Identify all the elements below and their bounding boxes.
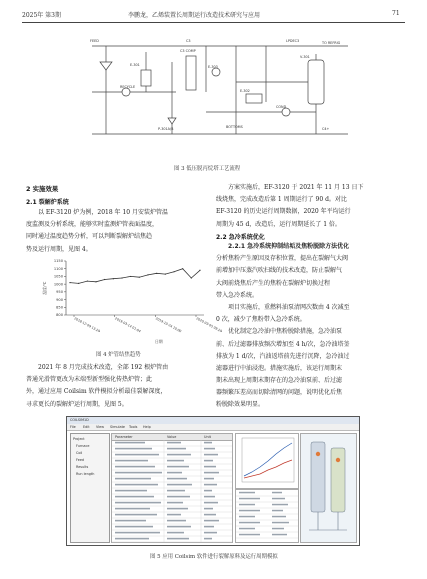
table-cell-text xyxy=(204,520,219,522)
table-cell-text xyxy=(167,520,186,522)
text-line: 普通光滑管更改为末端型新型强化传热炉管；此 xyxy=(26,376,153,384)
table-cell-text xyxy=(167,484,192,486)
data-point xyxy=(121,277,122,278)
flowsheet-label: COND xyxy=(276,105,287,109)
reactor-illustration xyxy=(301,434,356,542)
x-tick-label: 2019-10-24 10:00 xyxy=(154,316,183,334)
table-cell-text xyxy=(115,532,160,534)
figure3-flowsheet xyxy=(86,32,356,150)
retrofit-paragraph xyxy=(26,362,206,411)
menu-edit[interactable]: Edit xyxy=(83,425,90,429)
result-table-grid xyxy=(236,490,298,542)
text-line: 粉脱除效果明显。 xyxy=(216,401,265,409)
result-cell-text xyxy=(239,516,255,518)
menu-view[interactable]: View xyxy=(96,425,105,429)
tree-item[interactable]: Project xyxy=(73,437,85,441)
parameter-table xyxy=(111,433,233,543)
y-axis-label: 温度/℃ xyxy=(42,281,47,295)
table-cell-text xyxy=(167,514,181,516)
data-point xyxy=(78,283,79,284)
text-line: 以 EF-3120 炉为例，2018 年 10 月安装炉管温 xyxy=(38,209,169,216)
flowsheet-label: C3 xyxy=(186,39,191,43)
trend-line xyxy=(70,269,200,284)
table-cell-text xyxy=(115,538,149,540)
table-cell-text xyxy=(167,460,184,462)
table-cell-text xyxy=(115,496,154,498)
table-cell-text xyxy=(167,538,189,540)
text-line: 2021 年 8 月完成技术改造，全部 192 根炉管由 xyxy=(38,364,169,371)
text-line: 期未出现上周期末期存在的急冷油泵前、后过滤 xyxy=(216,377,343,385)
journal-issue: 2025年 第3期 xyxy=(22,12,61,19)
table-cell-text xyxy=(167,490,185,492)
table-cell-text xyxy=(115,484,158,486)
project-tree xyxy=(70,433,110,543)
result-cell-text xyxy=(272,516,286,518)
figure5-caption: 图 5 应用 Coilsim 软件进行裂解原料及运行周期模拟 xyxy=(150,554,278,560)
flowsheet-label: E-303 xyxy=(208,65,218,69)
table-cell-text xyxy=(167,532,184,534)
tree-item[interactable]: Feed xyxy=(76,458,85,462)
y-tick-label: 1000 xyxy=(53,282,63,287)
table-cell-text xyxy=(167,448,186,450)
tree-item[interactable]: Furnace xyxy=(76,444,90,448)
text-line: 项目实施后，重燃料油泵清网次数由 4 次减至 xyxy=(228,303,350,311)
y-tick-label: 1150 xyxy=(53,259,63,264)
flowsheet-label: BOTTOMS xyxy=(226,125,243,129)
table-cell-text xyxy=(204,442,212,444)
menu-simulate[interactable]: Simulate xyxy=(110,425,125,429)
tree-item[interactable]: Run length xyxy=(76,472,95,476)
result-cell-text xyxy=(239,504,255,506)
figure4-caption: 图 4 炉管结焦趋势 xyxy=(96,352,141,358)
text-line: 寻求更长的裂解炉运行周期，见图 5。 xyxy=(26,400,128,408)
table-cell-text xyxy=(204,484,217,486)
text-line: 线烧焦，完成改造后第 1 周期运行了 90 d。对比 xyxy=(216,196,347,204)
table-cell-text xyxy=(115,508,150,510)
data-point xyxy=(95,281,96,282)
text-line: 分析焦粉产生原因及存积位置，提出在裂解气大阀 xyxy=(216,255,349,263)
table-cell-text xyxy=(204,526,214,528)
data-point xyxy=(87,280,88,281)
table-cell-text xyxy=(115,454,159,456)
table-cell-text xyxy=(115,514,157,516)
header-rule xyxy=(22,22,405,23)
x-tick-label: 2018-12-09 13:29 xyxy=(73,316,101,334)
result-cell-text xyxy=(272,522,289,524)
table-cell-text xyxy=(204,454,218,456)
flowsheet-label: FEED xyxy=(90,39,99,43)
result-cell-text xyxy=(272,492,282,494)
data-point xyxy=(147,274,148,275)
text-line: 度监测及分析系统，能够实时监测炉管表面温度， xyxy=(26,221,159,229)
flowsheet-label: V-301 xyxy=(300,55,310,59)
y-tick-label: 900 xyxy=(56,297,63,302)
flowsheet-label: C4+ xyxy=(322,127,330,131)
text-line: EF-3120 的历史运行周期数据，2020 年平均运行 xyxy=(216,208,351,216)
table-cell-text xyxy=(204,478,214,480)
text-line: 带入急冷系统。 xyxy=(216,291,259,299)
results-paragraph xyxy=(216,182,402,231)
data-point xyxy=(113,278,114,279)
table-cell-text xyxy=(204,466,216,468)
app-menubar xyxy=(67,424,359,431)
figure3-caption: 图 3 低压脱丙烷塔工艺流程 xyxy=(174,166,241,172)
table-cell-text xyxy=(115,472,162,474)
text-line: 前、后过滤器排放频次增加至 4 h/次，急冷油塔釜 xyxy=(216,340,350,348)
text-line: 同时通过温度趋势分析，可以判断裂解炉结焦趋 xyxy=(26,233,153,241)
table-cell-text xyxy=(167,478,187,480)
y-tick-label: 1050 xyxy=(53,274,63,279)
text-line: 外，通过应用 Coilsim 软件模拟分析最佳裂解深度， xyxy=(26,388,167,396)
flowsheet-label: RECYCLE xyxy=(120,85,136,89)
result-cell-text xyxy=(239,498,260,500)
tree-item[interactable]: Coil xyxy=(76,451,83,455)
result-cell-text xyxy=(239,534,260,536)
figure4-chart xyxy=(40,255,223,345)
y-tick-label: 1100 xyxy=(53,266,63,271)
app-title: COILSIM1D xyxy=(70,418,89,422)
subsubsection-lead: 2.2.1 急冷系统抑制结垢及焦粉脱除方法优化 xyxy=(228,243,350,250)
result-cell-text xyxy=(239,510,260,512)
table-cell-text xyxy=(167,466,189,468)
data-point xyxy=(165,274,166,275)
section-title: 2 实施效果 xyxy=(26,185,59,193)
text-line: 优化制定急冷油中焦粉脱除措施，急冷油泵 xyxy=(228,328,343,336)
table-cell-text xyxy=(115,502,161,504)
table-cell-text xyxy=(115,478,151,480)
data-point xyxy=(156,273,157,274)
text-line: 排放为 1 d/次，汽油返塔前先进行沉降，急冷油过 xyxy=(216,352,350,360)
x-axis-label: 日期 xyxy=(155,339,163,344)
table-header: Parameter xyxy=(115,435,133,439)
y-tick-label: 850 xyxy=(56,305,63,310)
running-title: 李鹏龙，乙烯装置长周期运行改造技术研究与应用 xyxy=(128,12,261,19)
result-cell-text xyxy=(272,498,285,500)
text-line: 势及运行周期，见图 4。 xyxy=(26,245,92,253)
table-cell-text xyxy=(204,460,213,462)
table-cell-text xyxy=(204,490,212,492)
table-header: Unit xyxy=(204,435,211,439)
table-cell-text xyxy=(115,520,146,522)
table-cell-text xyxy=(115,466,155,468)
quench-paragraph xyxy=(216,241,402,412)
table-cell-text xyxy=(204,538,212,540)
table-cell-text xyxy=(115,448,152,450)
result-cell-text xyxy=(272,504,288,506)
table-cell-text xyxy=(167,454,191,456)
table-cell-text xyxy=(167,496,190,498)
result-plot xyxy=(235,433,299,489)
text-line: 方案实施后，EF-3120 于 2021 年 11 月 13 日下 xyxy=(228,184,364,191)
furnace-paragraph xyxy=(26,207,206,256)
result-table xyxy=(235,489,299,543)
table-cell-text xyxy=(204,472,219,474)
table-cell-text xyxy=(204,502,218,504)
y-tick-label: 950 xyxy=(56,290,63,295)
table-grid xyxy=(112,440,232,542)
subsection-title-quench: 2.2 急冷系统优化 xyxy=(216,234,265,241)
flowsheet-label: LPDEC3 xyxy=(286,39,300,43)
flowsheet-label: TO REFRIG xyxy=(322,41,341,45)
table-cell-text xyxy=(167,472,182,474)
table-header: Value xyxy=(167,435,177,439)
data-point xyxy=(69,282,70,283)
data-point xyxy=(130,276,131,277)
data-point xyxy=(173,271,174,272)
text-line: 周期为 45 d，改造后，运行周期延长了 1 倍。 xyxy=(216,220,341,228)
table-cell-text xyxy=(115,526,153,528)
flowsheet-label: E-301 xyxy=(130,63,140,67)
text-line: 前增加中压蒸汽吹扫线的技术改造，防止裂解气 xyxy=(216,267,343,275)
table-cell-text xyxy=(204,508,213,510)
data-point xyxy=(104,279,105,280)
menu-file[interactable]: File xyxy=(70,425,76,429)
flowsheet-label: E-302 xyxy=(240,89,250,93)
table-cell-text xyxy=(167,442,181,444)
text-line: 大阀前烧焦后产生的焦粉在裂解炉切换过程 xyxy=(216,279,331,287)
table-cell-text xyxy=(167,502,183,504)
reactor-graphic xyxy=(300,433,357,543)
result-cell-text xyxy=(272,510,283,512)
text-line: 器频繁压差高而切除清网的问题，说明优化后焦 xyxy=(216,389,343,397)
data-point xyxy=(139,277,140,278)
tree-item[interactable]: Results xyxy=(76,465,89,469)
figure5-screenshot xyxy=(66,416,360,546)
table-cell-text xyxy=(115,490,147,492)
result-cell-text xyxy=(239,528,255,530)
x-tick-label: 2019-03-14 01:04 xyxy=(114,316,142,334)
flowsheet-label: P-301A/B xyxy=(158,127,174,131)
table-cell-text xyxy=(115,442,145,444)
table-cell-text xyxy=(167,508,188,510)
result-cell-text xyxy=(272,528,284,530)
result-cell-text xyxy=(272,534,287,536)
table-cell-text xyxy=(204,496,215,498)
text-line: 0 次，减少了焦粉带入急冷系统。 xyxy=(216,316,306,324)
table-cell-text xyxy=(204,532,217,534)
table-cell-text xyxy=(204,448,215,450)
table-cell-text xyxy=(204,514,216,516)
flowsheet-label: C3 COMP xyxy=(180,49,196,53)
result-cell-text xyxy=(239,522,260,524)
result-cell-text xyxy=(239,492,255,494)
data-point xyxy=(199,270,200,271)
data-point xyxy=(182,268,183,269)
menu-tools[interactable]: Tools xyxy=(129,425,138,429)
y-tick-label: 800 xyxy=(56,313,63,318)
menu-help[interactable]: Help xyxy=(143,425,151,429)
page-number: 71 xyxy=(392,10,400,17)
x-tick-label: 2020-03-05 09:29 xyxy=(195,316,223,334)
subsection-title: 2.1 裂解炉系统 xyxy=(26,199,69,206)
table-cell-text xyxy=(115,460,148,462)
result-plot-lines xyxy=(236,434,298,488)
table-cell-text xyxy=(167,526,191,528)
data-point xyxy=(191,277,192,278)
text-line: 滤器进行中油浸泡。措施实施后，该运行周期末 xyxy=(216,364,343,372)
